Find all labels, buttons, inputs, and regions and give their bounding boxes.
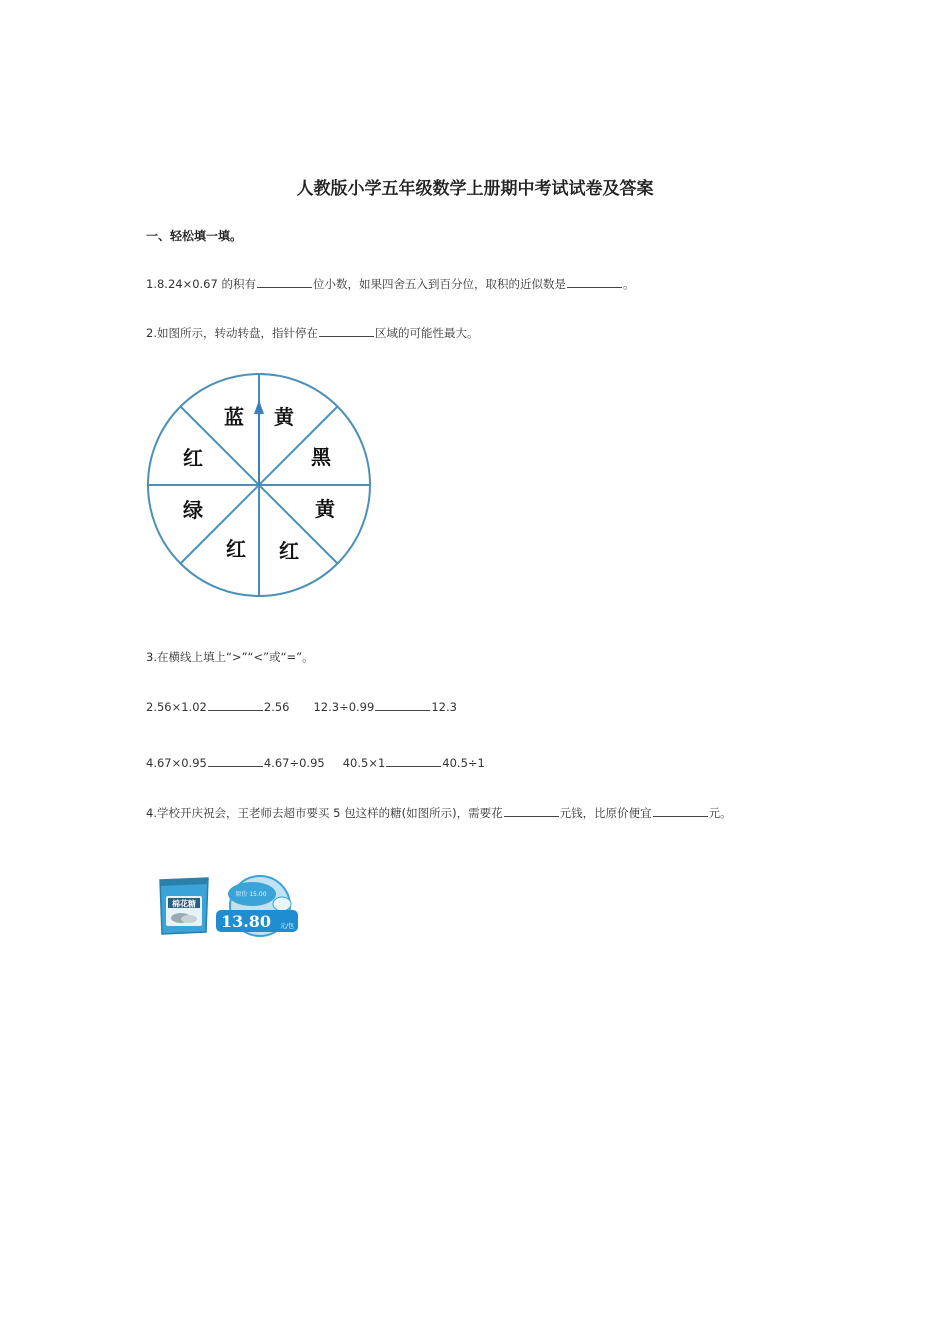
sector-label: 绿 [183, 498, 203, 522]
sector-label: 红 [279, 539, 299, 563]
original-price-label: 原价 15.00 [235, 891, 267, 898]
sale-price: 13.80 [220, 912, 272, 931]
question-3-row: 4.67×0.95 4.67÷0.95 40.5×1 40.5÷1 [146, 756, 485, 770]
answer-blank[interactable] [567, 276, 622, 288]
candy-bag-icon [160, 878, 208, 934]
answer-blank[interactable] [208, 699, 263, 711]
sector-label: 黄 [274, 405, 294, 429]
answer-blank[interactable] [504, 805, 559, 817]
sector-label: 红 [183, 446, 203, 470]
price-tag [216, 876, 298, 936]
candy-price-illustration [156, 874, 302, 938]
sector-label: 红 [226, 537, 246, 561]
sector-label: 蓝 [224, 405, 244, 429]
answer-blank[interactable] [375, 699, 430, 711]
question-4: 4.学校开庆祝会，王老师去超市要买 5 包这样的糖(如图所示)，需要花 元钱，比原价便宜 元。 [146, 806, 732, 820]
answer-blank[interactable] [653, 805, 708, 817]
svg-text:棉花糖: 棉花糖 [172, 899, 196, 909]
price-unit: 元/包 [279, 923, 295, 930]
section-heading: 一、轻松填一填。 [146, 229, 243, 243]
sector-label: 黄 [315, 497, 335, 521]
answer-blank[interactable] [208, 755, 263, 767]
question-3-row: 2.56×1.02 2.56 12.3÷0.99 12.3 [146, 700, 457, 714]
answer-blank[interactable] [386, 755, 441, 767]
spinner-diagram [146, 372, 372, 598]
answer-blank[interactable] [257, 276, 312, 288]
question-3-intro: 3.在横线上填上“>”“<”或“=”。 [146, 650, 314, 664]
question-2: 2.如图所示，转动转盘，指针停在 区域的可能性最大。 [146, 326, 479, 340]
question-1: 1.8.24×0.67 的积有 位小数，如果四舍五入到百分位，取积的近似数是 。 [146, 277, 635, 291]
page-title: 人教版小学五年级数学上册期中考试试卷及答案 [296, 179, 654, 199]
sector-label: 黑 [311, 445, 331, 469]
answer-blank[interactable] [319, 325, 374, 337]
